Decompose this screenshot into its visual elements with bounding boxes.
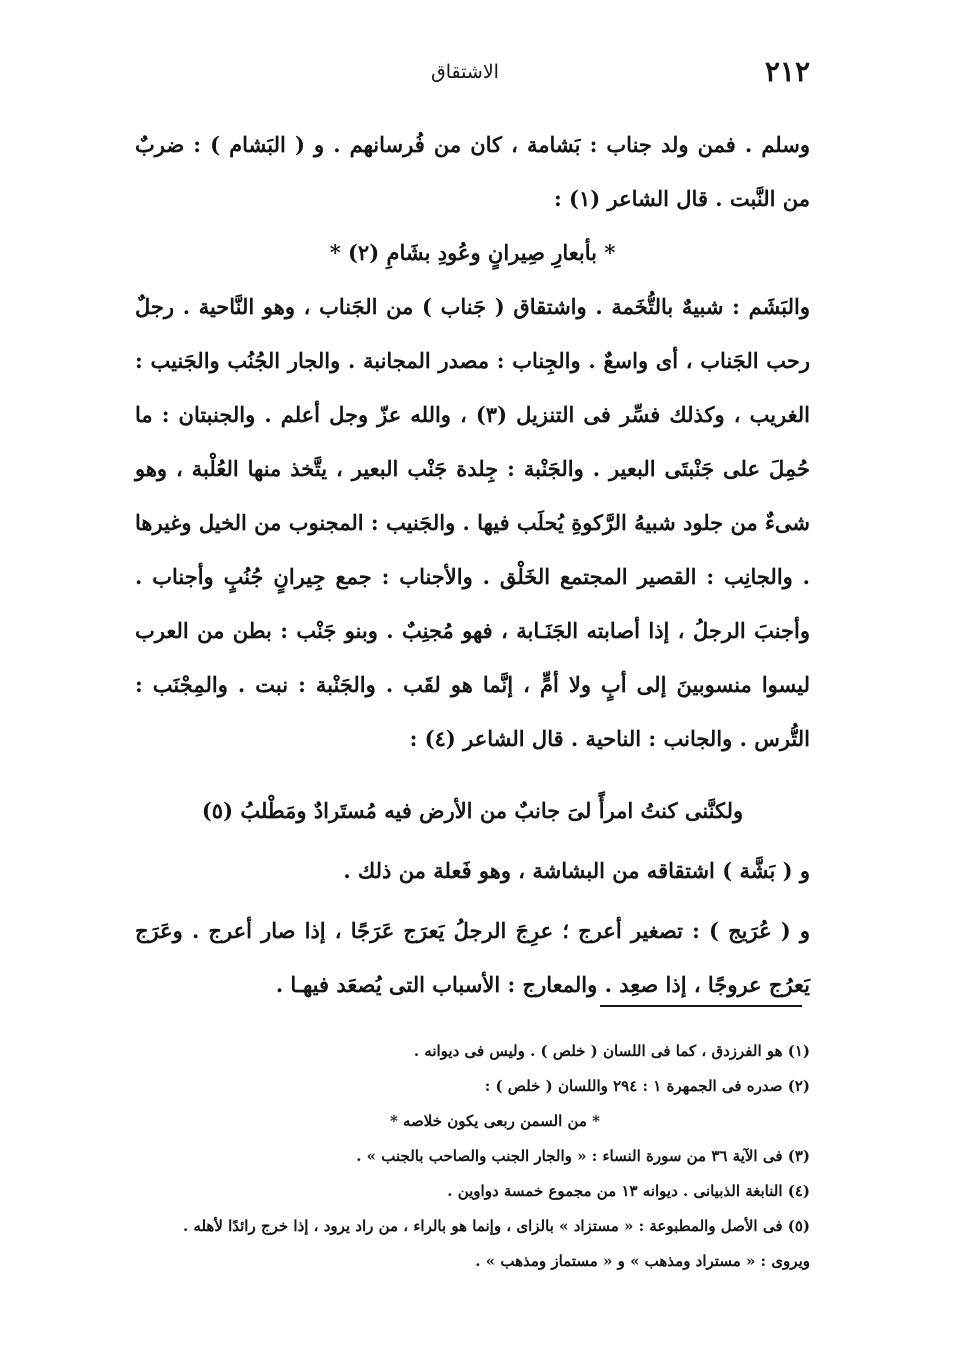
footnote-2: (٢) صدره فى الجمهرة ١ : ٢٩٤ واللسان ( خلص ) : bbox=[484, 1077, 810, 1095]
verse-line-1: * بأبعارِ صِيرانٍ وعُودِ بشَامِ (٢) * bbox=[329, 240, 616, 265]
footnote-5: (٥) فى الأصل والمطبوعة : « مستزاد » بالزاى ، وإنما هو بالراء ، من راد يرود ، إذا خرج رائدًا لأهله . ويروى : « مستراد ومذهب » و « مستماز ومذهب » . bbox=[182, 1217, 810, 1270]
running-title: الاشتقاق bbox=[431, 61, 499, 83]
verse-line-2: ولكنَّنى كنتُ امرأً لىَ جانبٌ من الأرض فيه مُستَرادٌ ومَطْلبُ (٥) bbox=[201, 798, 744, 823]
footnote-3: (٣) فى الآية ٣٦ من سورة النساء : « والجار الجنب والصاحب بالجنب » . bbox=[356, 1147, 810, 1165]
footnote-4: (٤) النابغة الذبيانى . ديوانه ١٣ من مجموع خمسة دواوين . bbox=[447, 1182, 810, 1200]
page-number: ٢١٢ bbox=[764, 55, 810, 88]
paragraph-bashsha: و ( بَشَّة ) اشتقاقه من البشاشة ، وهو فَعلة من ذلك . bbox=[343, 858, 810, 883]
paragraph-urayj: و ( عُرَيج ) : تصغير أعرج ؛ عرِجَ الرجلُ يَعرَج عَرَجًا ، إذا صار أعرج . وعَرَج يَعرُج عروجًا ، إذا صعِد . والمعارج : الأسباب التى يُصعَد فيهـا . bbox=[135, 918, 810, 997]
paragraph-janab: والبَشَم : شبيهٌ بالتُّخَمة . واشتقاق ( جَناب ) من الجَناب ، وهو النَّاحية . رجلٌ رحب الجَناب ، أى واسعٌ . والجِناب : مصدر المجانبة . والجار الجُنُب والجَنيب : الغريب ، وكذلك فسِّر فى التنزيل (٣) ، والله عزّ وجل أعلم . والجنبتان : ما حُمِلَ على جَنْبتَى البعير . والجَنْبة : جِلدة جَنْب البعير ، يتَّخذ منها العُلْبة ، وهو شىءٌ من جلود شبيهُ الرَّكوةِ يُحلَب فيها . والجَنيب : المجنوب من الخيل وغيرها . والجانِب : القصير المجتمع الخَلْق . والأجناب : جمع جِيرانٍ جُنُبٍ وأجناب . وأجنبَ الرجلُ ، إذا أصابته الجَنَـابة ، فهو مُجنِبٌ . وبنو جَنْب : بطن من العرب ليسوا منسوبينَ إلى أبٍ ولا أمٍّ ، إنَّما هو لقَب . والجَنْبة : نبت . والمِجْنَب : التُّرس . والجانب : الناحية . قال الشاعر (٤) : bbox=[135, 294, 810, 751]
page-header bbox=[120, 52, 810, 92]
footnote-2-verse: * من السمن ربعى يكون خلاصه * bbox=[389, 1112, 601, 1130]
footnotes bbox=[150, 1034, 810, 1279]
main-text bbox=[135, 118, 810, 1012]
footnote-1: (١) هو الفرزدق ، كما فى اللسان ( خلص ) . وليس فى ديوانه . bbox=[413, 1042, 810, 1060]
paragraph-bashama: وسلم . فمن ولد جناب : بَشامة ، كان من فُرسانهم . و ( البَشام ) : ضربٌ من النَّبت . قال الشاعر (١) : bbox=[135, 132, 810, 211]
footnote-divider bbox=[600, 1005, 802, 1007]
